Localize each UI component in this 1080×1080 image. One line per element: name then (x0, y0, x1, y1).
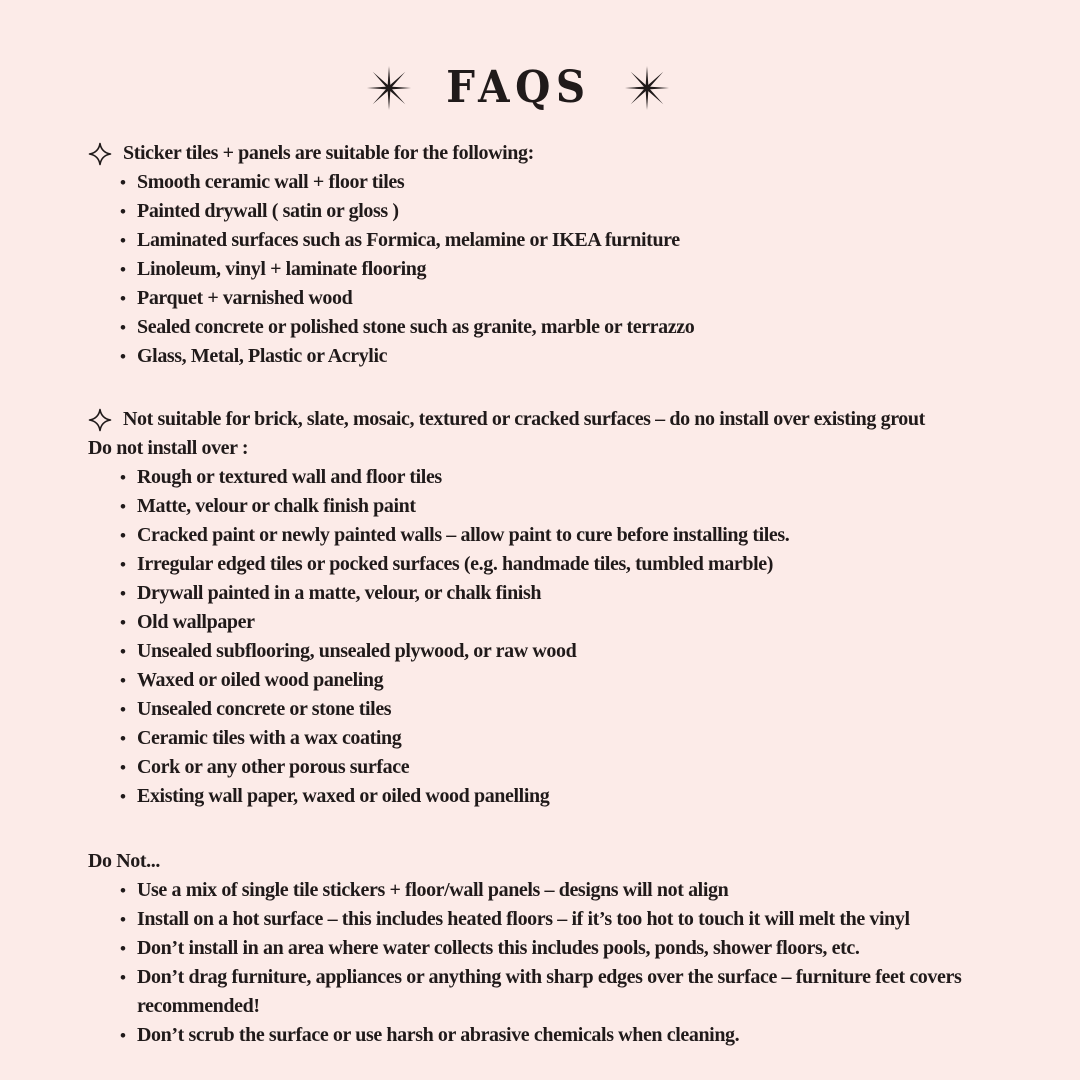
list-item: • Don’t install in an area where water collects this includes pools, ponds, shower floors, etc. (120, 934, 1036, 963)
sparkle-star-icon (366, 65, 412, 111)
section-header: Sticker tiles + panels are suitable for the following: (123, 142, 534, 165)
section-do-not (88, 847, 1036, 1050)
section-header: Not suitable for brick, slate, mosaic, textured or cracked surfaces – do no install over existing grout (123, 408, 925, 431)
list-item: • Sealed concrete or polished stone such as granite, marble or terrazzo (120, 313, 1036, 342)
list-item: • Cracked paint or newly painted walls – allow paint to cure before installing tiles. (120, 521, 1036, 550)
list-item: • Smooth ceramic wall + floor tiles (120, 168, 1036, 197)
sparkle-star-icon (624, 65, 670, 111)
bullet-list (88, 168, 1036, 371)
list-item: • Linoleum, vinyl + laminate flooring (120, 255, 1036, 284)
bullet-list (88, 876, 1036, 1050)
list-item: • Parquet + varnished wood (120, 284, 1036, 313)
bullet-list (88, 463, 1036, 811)
section-header-row (88, 405, 1036, 434)
list-item: • Old wallpaper (120, 608, 1036, 637)
section-suitable-surfaces (88, 139, 1036, 371)
list-item: • Irregular edged tiles or pocked surfaces (e.g. handmade tiles, tumbled marble) (120, 550, 1036, 579)
list-item: • Unsealed concrete or stone tiles (120, 695, 1036, 724)
list-item: • Laminated surfaces such as Formica, melamine or IKEA furniture (120, 226, 1036, 255)
section-header: Do Not... (88, 850, 160, 873)
list-item: • Install on a hot surface – this includes heated floors – if it’s too hot to touch it will melt the vinyl (120, 905, 1036, 934)
list-item: • Drywall painted in a matte, velour, or chalk finish (120, 579, 1036, 608)
list-item: • Don’t drag furniture, appliances or anything with sharp edges over the surface – furniture feet covers recommended! (120, 963, 1036, 1021)
list-item: • Rough or textured wall and floor tiles (120, 463, 1036, 492)
diamond-icon (88, 142, 112, 166)
list-item: • Use a mix of single tile stickers + floor/wall panels – designs will not align (120, 876, 1036, 905)
list-item: • Unsealed subflooring, unsealed plywood, or raw wood (120, 637, 1036, 666)
section-header-row (88, 139, 1036, 168)
list-item: • Matte, velour or chalk finish paint (120, 492, 1036, 521)
section-subheader: Do not install over : (88, 437, 249, 460)
section-not-suitable (88, 405, 1036, 811)
page-title: FAQS (445, 62, 591, 113)
faq-content (88, 139, 1036, 1050)
list-item: • Don’t scrub the surface or use harsh or abrasive chemicals when cleaning. (120, 1021, 1036, 1050)
list-item: • Waxed or oiled wood paneling (120, 666, 1036, 695)
list-item: • Ceramic tiles with a wax coating (120, 724, 1036, 753)
page-title-row (44, 64, 992, 112)
list-item: • Glass, Metal, Plastic or Acrylic (120, 342, 1036, 371)
diamond-icon (88, 408, 112, 432)
list-item: • Existing wall paper, waxed or oiled wood panelling (120, 782, 1036, 811)
list-item: • Painted drywall ( satin or gloss ) (120, 197, 1036, 226)
list-item: • Cork or any other porous surface (120, 753, 1036, 782)
